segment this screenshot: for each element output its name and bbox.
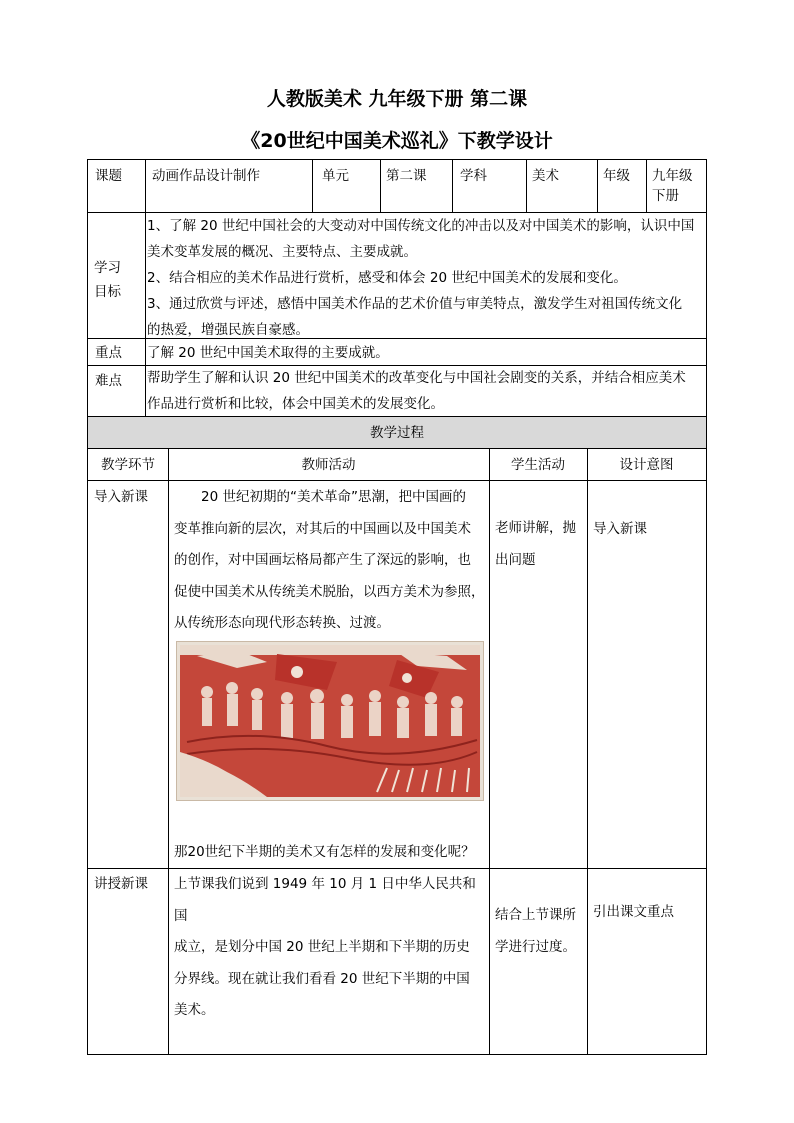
difficulty-text [147, 365, 703, 417]
keti-label: 课题 [95, 168, 122, 184]
student-lecture-text [495, 900, 585, 963]
teacher-intro-question: 那20世纪下半期的美术又有怎样的发展和变化呢？ [174, 844, 475, 860]
keti-value: 动画作品设计制作 [152, 168, 260, 184]
student-intro-text [495, 513, 585, 576]
design-intro: 导入新课 [593, 521, 647, 537]
teacher-line: 从传统形态向现代形态转换、过渡。 [174, 615, 390, 631]
col-teacher-header: 教师活动 [301, 457, 356, 473]
student-line: 学进行过度。 [495, 938, 576, 955]
goal-line: 美术变革发展的概况、主要特点、主要成就。 [147, 244, 417, 260]
col-stage-header: 教学环节 [101, 457, 155, 473]
teacher-line: 促使中国美术从传统美术脱胎，以西方美术为参照， [174, 583, 485, 600]
difficulty-line: 作品进行赏析和比较，体会中国美术的发展变化。 [147, 396, 444, 412]
stage-lecture: 讲授新课 [94, 876, 148, 892]
teacher-line: 美术。 [174, 1002, 215, 1018]
teacher-intro-text [174, 482, 486, 640]
focus-text: 了解 20 世纪中国美术取得的主要成就。 [147, 345, 389, 361]
col-design-header: 设计意图 [619, 457, 674, 473]
goals-text [147, 213, 703, 343]
document-title-line1: 人教版美术 九年级下册 第二课 [266, 88, 528, 110]
student-line: 老师讲解，抛 [495, 520, 576, 536]
xueke-label: 学科 [460, 168, 487, 184]
nianji-label: 年级 [603, 168, 630, 184]
goal-line: 的热爱，增强民族自豪感。 [147, 322, 309, 338]
teacher-line: 上节课我们说到 1949 年 10 月 1 日中华人民共和国 [174, 876, 476, 924]
teacher-line: 20 世纪初期的“美术革命”思潮，把中国画的 [201, 489, 466, 505]
nianji-value: 九年级下册 [652, 168, 693, 204]
danyuan-label: 单元 [322, 168, 349, 184]
stage-intro: 导入新课 [94, 489, 148, 505]
process-header: 教学过程 [370, 425, 424, 441]
goals-label: 学习目标 [94, 260, 121, 300]
teacher-line: 成立，是划分中国 20 世纪上半期和下半期的历史 [174, 939, 470, 955]
lesson-plan-table [87, 159, 707, 1055]
teacher-line: 的创作，对中国画坛格局都产生了深远的影响，也 [174, 552, 471, 568]
goal-line: 1、了解 20 世纪中国社会的大变动对中国传统文化的冲击以及对中国美术的影响，认识中国 [147, 218, 695, 234]
teacher-lecture-text [174, 869, 486, 1027]
document-title-line2: 《20世纪中国美术巡礼》下教学设计 [241, 130, 553, 152]
xueke-value: 美术 [532, 168, 559, 184]
papercut-artwork-image [176, 641, 484, 801]
student-line: 出问题 [495, 551, 536, 568]
teacher-line: 分界线。现在就让我们看看 20 世纪下半期的中国 [174, 970, 470, 987]
focus-label: 重点 [95, 345, 122, 361]
goal-line: 2、结合相应的美术作品进行赏析，感受和体会 20 世纪中国美术的发展和变化。 [147, 270, 627, 286]
danyuan-value: 第二课 [386, 168, 427, 184]
difficulty-line: 帮助学生了解和认识 20 世纪中国美术的改革变化与中国社会剧变的关系，并结合相应美术 [147, 370, 686, 386]
col-student-header: 学生活动 [511, 457, 565, 473]
goal-line: 3、通过欣赏与评述，感悟中国美术作品的艺术价值与审美特点，激发学生对祖国传统文化 [147, 296, 683, 312]
papercut-artwork-svg [177, 642, 483, 800]
student-line: 结合上节课所 [495, 907, 576, 923]
difficulty-label: 难点 [95, 373, 122, 389]
design-lecture: 引出课文重点 [593, 904, 674, 920]
teacher-line: 变革推向新的层次，对其后的中国画以及中国美术 [174, 520, 471, 537]
